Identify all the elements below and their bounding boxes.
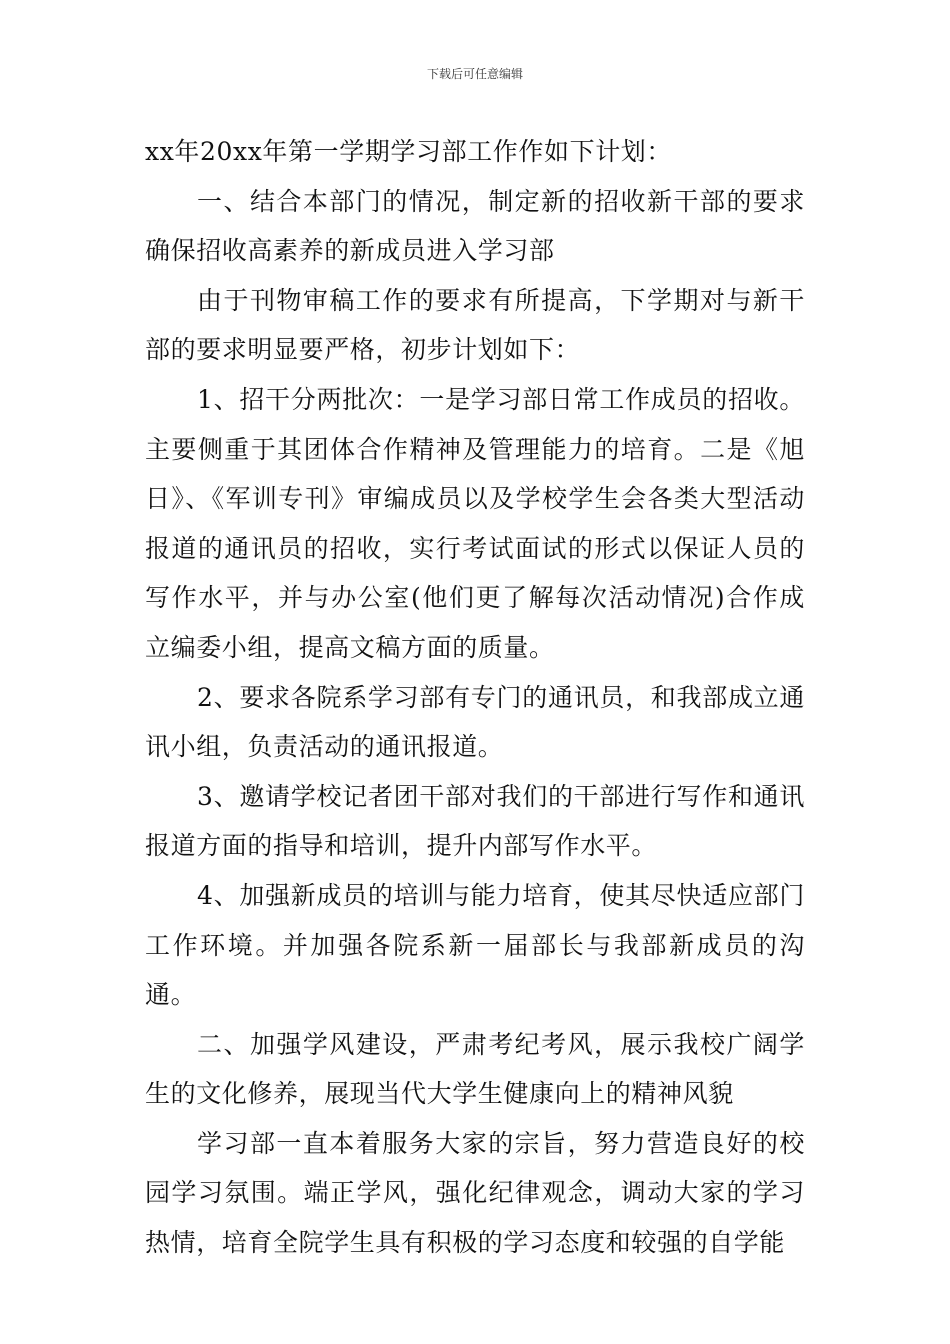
- section-heading-1: 一、结合本部门的情况，制定新的招收新干部的要求确保招收高素养的新成员进入学习部: [145, 186, 805, 266]
- list-item-4: 4、加强新成员的培训与能力培育，使其尽快适应部门工作环境。并加强各院系新一届部长与我部新成员的沟通。: [145, 880, 805, 1010]
- paragraph-study-atmosphere: 学习部一直本着服务大家的宗旨，努力营造良好的校园学习氛围。端正学风，强化纪律观念，调动大家的学习热情，培育全院学生具有积极的学习态度和较强的自学能: [145, 1128, 805, 1258]
- section-heading-2: 二、加强学风建设，严肃考纪考风，展示我校广阔学生的文化修养，展现当代大学生健康向上的精神风貌: [145, 1029, 805, 1109]
- document-intro-line: xx年20xx年第一学期学习部工作作如下计划：: [145, 137, 673, 166]
- page-header-note: 下载后可任意编辑: [426, 67, 523, 81]
- list-item-2: 2、要求各院系学习部有专门的通讯员，和我部成立通讯小组，负责活动的通讯报道。: [145, 682, 805, 762]
- paragraph-requirements: 由于刊物审稿工作的要求有所提高，下学期对与新干部的要求明显要严格，初步计划如下：: [145, 285, 805, 365]
- list-item-3: 3、邀请学校记者团干部对我们的干部进行写作和通讯报道方面的指导和培训，提升内部写作水平。: [145, 781, 805, 861]
- list-item-1: 1、招干分两批次：一是学习部日常工作成员的招收。主要侧重于其团体合作精神及管理能力的培育。二是《旭日》、《军训专刊》审编成员以及学校学生会各类大型活动报道的通讯员的招收，实行考试面试的形式以保证人员的写作水平，并与办公室(他们更了解每次活动情况)合作成立编委小组，提高文稿方面的质量。: [145, 384, 805, 662]
- document-body: [145, 127, 805, 1268]
